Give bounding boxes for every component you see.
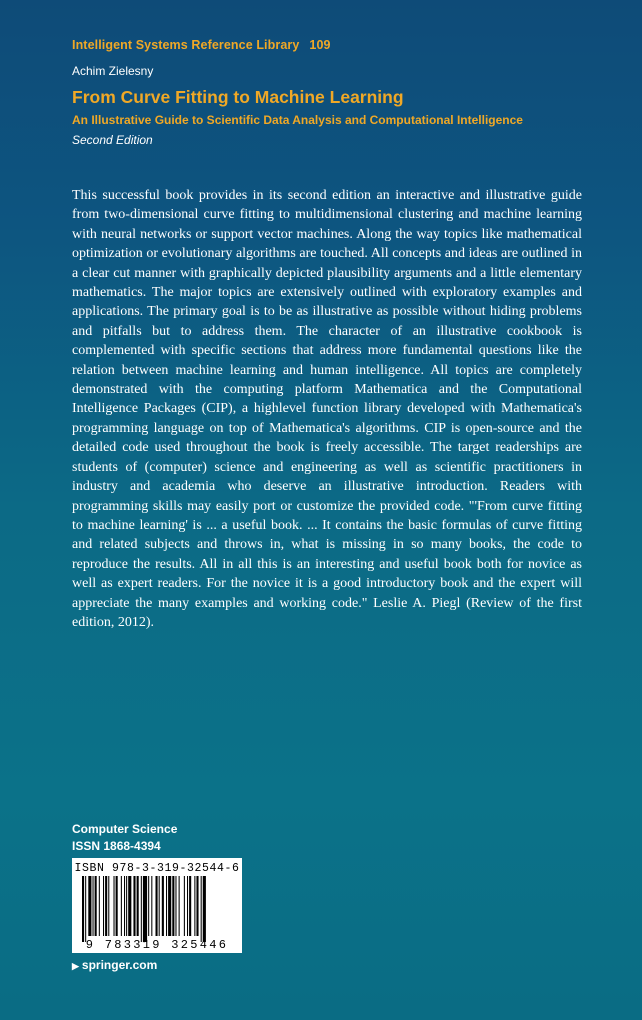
barcode-bar [108,876,109,936]
barcode-bar [128,876,131,936]
barcode-bar [103,876,104,936]
barcode-bar [99,876,100,936]
barcode-bar [121,876,122,936]
barcode-bar [105,876,107,936]
barcode-bar [126,876,127,936]
subject-category: Computer Science [72,822,178,836]
edition-label: Second Edition [72,133,153,147]
barcode-bar [184,876,185,936]
publisher-url: springer.com [81,958,158,972]
book-subtitle: An Illustrative Guide to Scientific Data Analysis and Computational Intelligence [72,113,523,127]
barcode-bar [196,876,198,936]
barcode-bar [93,876,94,936]
barcode-bar [148,876,149,936]
barcode-bar [203,876,206,942]
barcode-bar [141,876,142,942]
barcode-bar [156,876,158,936]
series-line [72,38,331,52]
barcode-bar [82,876,84,942]
arrow-right-icon: ▶ [72,961,79,971]
book-description: This successful book provides in its second edition an interactive and illustrative guide from two-dimensional curve fitting to multidimensional clustering and machine learning with neural networks or support vector machines. Along the way topics like mathematical optimization or evolutionary algorithms are touched. All concepts and ideas are outlined in a clear cut manner with graphically depicted plausibility arguments and a little elementary mathematics. The major topics are extensively outlined with exploratory examples and applications. The primary goal is to be as illustrative as possible without hiding problems and pitfalls but to address them. The character of an illustrative cookbook is complemented with specific sections that address more fundamental questions like the relation between machine learning and human intelligence. All topics are completely demonstrated with the computing platform Mathematica and the Computational Intelligence Packages (CIP), a highlevel function library developed with Mathematica's programming language on top of Mathematica's algorithms. CIP is open-source and the detailed code used throughout the book is freely accessible. The target readerships are students of (computer) science and engineering as well as scientific practitioners in industry and academia who deserve an illustrative introduction. Readers with programming skills may easily port or customize the provided code. "'From curve fitting to machine learning' is ... a useful book. ... It contains the basic formulas of curve fitting and related subjects and throws in, what is missing in so many books, the code to reproduce the results. All in all this is an interesting and useful book both for novice as well as expert readers. For the novice it is a good introductory book and the expert will appreciate the many examples and working code." Leslie A. Piegl (Review of the first edition, 2012). [72,188,582,630]
book-title: From Curve Fitting to Machine Learning [72,87,404,107]
barcode-bar [133,876,135,936]
barcode-bar [159,876,160,936]
issn-number: ISSN 1868-4394 [72,839,161,853]
barcode-bar [189,876,191,936]
barcode-bar [143,876,147,942]
barcode-bar [151,876,152,936]
barcode-bar [162,876,164,936]
barcode-bar [194,876,195,936]
barcode-bar [166,876,167,936]
series-name: Intelligent Systems Reference Library [72,38,300,52]
author-name: Achim Zielesny [72,64,154,78]
barcode-bar [175,876,176,936]
barcode [72,858,242,953]
barcode-bar [85,876,86,942]
isbn-number: ISBN 978-3-319-32544-6 [74,862,240,875]
publisher-link[interactable] [72,958,157,972]
series-volume: 109 [309,38,331,52]
barcode-bar [114,876,115,936]
barcode-bar [116,876,118,936]
ean-digits: 9 783319 325446 [85,938,229,952]
barcode-bar [172,876,174,936]
barcode-bar [95,876,97,936]
barcode-bar [187,876,188,936]
barcode-bar [88,876,91,936]
barcode-bar [168,876,171,936]
barcode-bar [124,876,125,936]
barcode-bar [137,876,139,936]
barcode-bar [201,876,202,942]
barcode-bar [179,876,180,936]
